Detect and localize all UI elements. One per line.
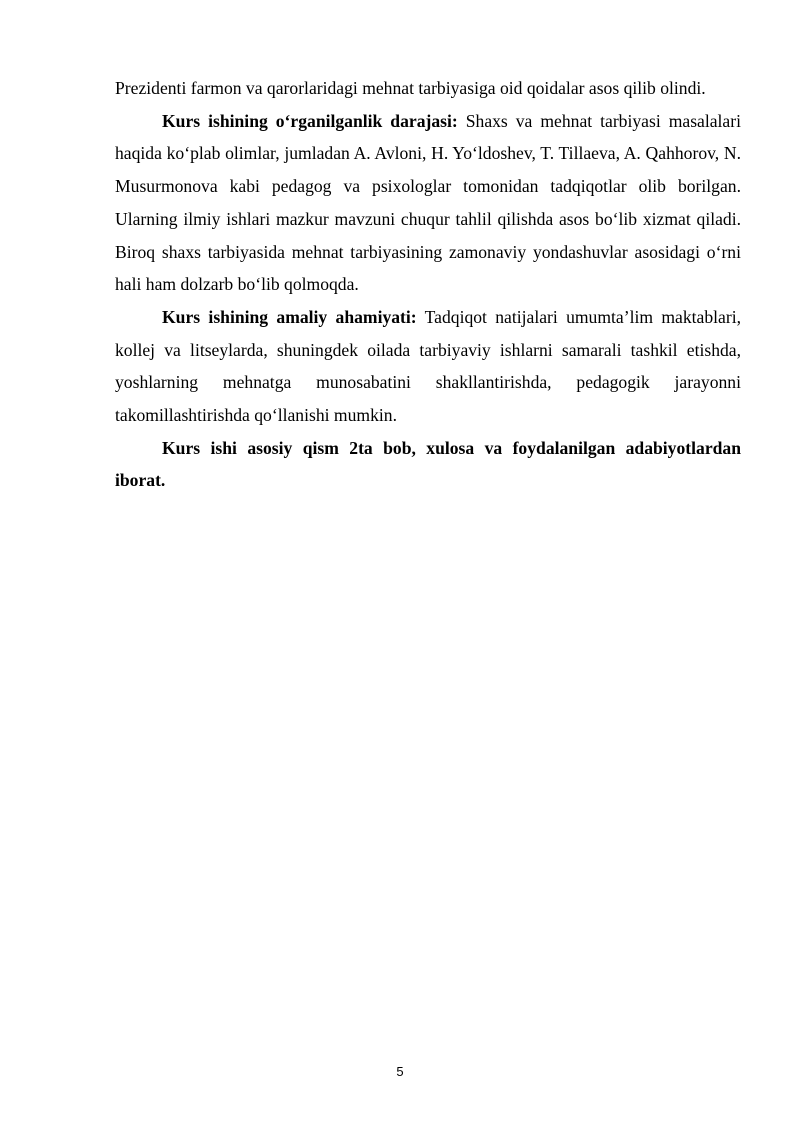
- page-number: 5: [396, 1064, 404, 1079]
- paragraph-heading: Kurs ishi asosiy qism 2ta bob, xulosa va foydalanilgan adabiyotlardan iborat.: [115, 437, 741, 491]
- paragraph-intro-continuation: [115, 72, 741, 105]
- paragraph-practical-significance: [115, 301, 741, 432]
- paragraph-structure: [115, 432, 741, 497]
- document-body: [115, 72, 741, 497]
- paragraph-heading: Kurs ishining o‘rganilganlik darajasi:: [162, 110, 458, 131]
- paragraph-text: Prezidenti farmon va qarorlaridagi mehnat tarbiyasiga oid qoidalar asos qilib olindi.: [115, 78, 706, 98]
- paragraph-text: Tadqiqot natijalari umumta’lim maktablari, kollej va litseylarda, shuningdek oilada tarbiyaviy ishlarni samarali tashkil etishda, yoshlarning mehnatga munosabatini shakllantirishda, pedagogik jarayonni takomillashtirishda qo‘llanishi mumkin.: [115, 306, 741, 426]
- paragraph-research-degree: [115, 105, 741, 301]
- paragraph-heading: Kurs ishining amaliy ahamiyati:: [162, 306, 417, 327]
- paragraph-text: Shaxs va mehnat tarbiyasi masalalari haqida ko‘plab olimlar, jumladan A. Avloni, H. Yo‘ldoshev, T. Tillaeva, A. Qahhorov, N. Musurmonova kabi pedagog va psixologlar tomonidan tadqiqotlar olib borilgan. Ularning ilmiy ishlari mazkur mavzuni chuqur tahlil qilishda asos bo‘lib xizmat qiladi. Biroq shaxs tarbiyasida mehnat tarbiyasining zamonaviy yondashuvlar asosidagi o‘rni hali ham dolzarb bo‘lib qolmoqda.: [115, 110, 741, 295]
